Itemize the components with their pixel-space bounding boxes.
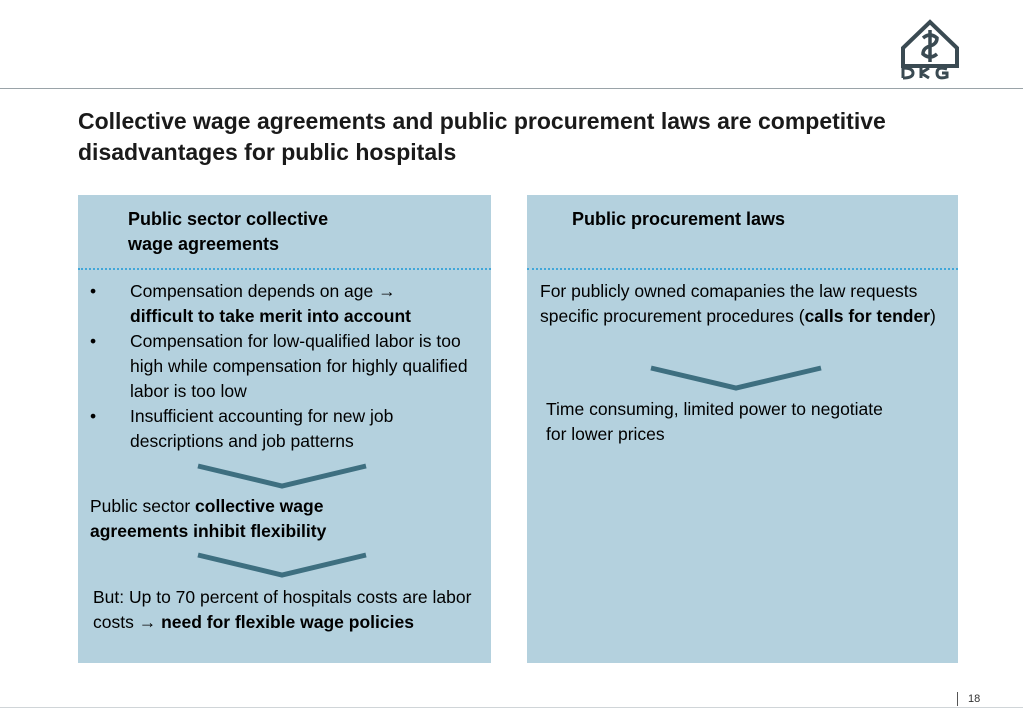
description-text: For publicly owned comapanies the law requests specific procurement procedures (: [540, 281, 918, 326]
conclusion-emphasis: need for flexible wage policies: [161, 612, 414, 632]
flexibility-conclusion: [90, 494, 390, 544]
procurement-description: [540, 279, 950, 329]
list-item: [90, 329, 485, 404]
wage-agreements-panel: [78, 195, 491, 663]
wage-issues-list: [90, 279, 485, 454]
header-rule: [0, 88, 1023, 89]
heading-line: Public sector collective: [128, 209, 329, 229]
description-text: ): [930, 306, 936, 326]
list-item-text: Insufficient accounting for new job descriptions and job patterns: [130, 406, 394, 451]
bullet-marker: •: [90, 331, 97, 351]
page-separator: [957, 692, 958, 706]
procurement-conclusion: Time consuming, limited power to negotiate for lower prices: [546, 399, 883, 444]
wage-agreements-heading: [128, 207, 398, 257]
chevron-down-icon: [196, 463, 368, 491]
conclusion-emphasis: collective wage agreements inhibit flexibility: [90, 496, 327, 541]
bullet-marker: •: [90, 281, 97, 301]
list-item-text: Compensation depends on age →: [130, 281, 396, 301]
description-emphasis: calls for tender: [804, 306, 931, 326]
conclusion-text: But: Up to 70 percent of hospitals costs are labor costs →: [93, 587, 472, 632]
procurement-laws-heading: Public procurement laws: [572, 209, 786, 229]
list-item-text: Compensation for low-qualified labor is too high while compensation for highly qualified labor is too low: [130, 331, 468, 401]
procurement-laws-panel: [527, 195, 958, 663]
dotted-divider: [78, 268, 491, 270]
conclusion-text: Public sector: [90, 496, 196, 516]
list-item: [90, 404, 485, 454]
page-number: 18: [968, 693, 981, 705]
chevron-down-icon: [196, 552, 368, 580]
slide-title: Collective wage agreements and public procurement laws are competitive disadvantages for public hospitals: [78, 108, 886, 165]
labor-cost-conclusion: [93, 585, 489, 635]
chevron-down-icon: [649, 365, 823, 393]
bullet-marker: •: [90, 406, 97, 426]
list-item-emphasis: difficult to take merit into account: [130, 306, 411, 326]
heading-line: wage agreements: [128, 234, 280, 254]
dkg-logo-icon: [899, 18, 961, 80]
dotted-divider: [527, 268, 958, 270]
list-item: [90, 279, 485, 329]
